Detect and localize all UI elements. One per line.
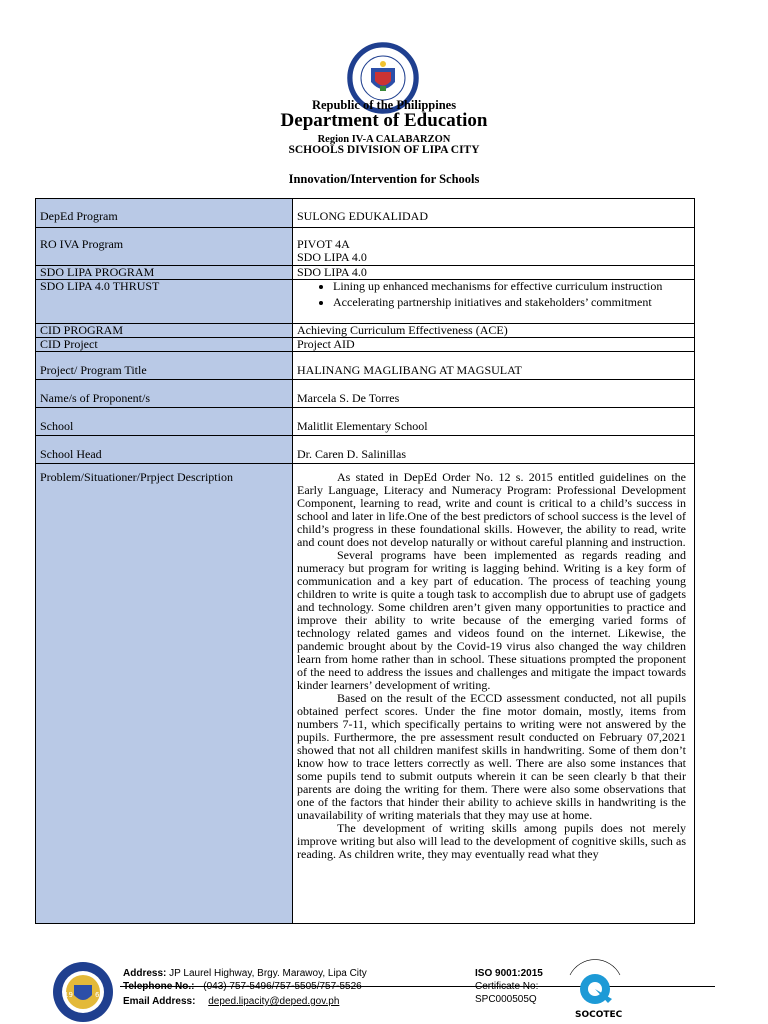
- socotec-wordmark: SOCOTEC: [575, 1010, 623, 1020]
- row-label: CID Project: [36, 338, 293, 352]
- table-row: [36, 324, 695, 338]
- telephone-value: (043) 757-5496/757-5505/757-5526: [203, 981, 362, 992]
- document-title: Innovation/Intervention for Schools: [288, 172, 480, 186]
- row-label: SDO LIPA 4.0 THRUST: [36, 280, 293, 324]
- table-row: [36, 266, 695, 280]
- description-paragraph: As stated in DepEd Order No. 12 s. 2015 entitled guidelines on the Early Language, Literacy and Numeracy Program: Professional Development Component, learning to read, write and count is critical to a child’s success in school and later in life.One of the best predictors of school success is the level of child’s progress in these foundational skills. However, the ability to read, write and count does not develop naturally or without careful planning and instruction.: [297, 471, 686, 549]
- row-value: SDO LIPA 4.0: [293, 266, 695, 280]
- table-row: [36, 228, 695, 266]
- logo-year-right: 63: [95, 991, 104, 999]
- telephone-line: [123, 980, 362, 993]
- footer: [0, 955, 768, 1024]
- table-row: [36, 464, 695, 924]
- row-value: Dr. Caren D. Salinillas: [293, 436, 695, 464]
- description-text: [297, 471, 686, 917]
- table-row: [36, 408, 695, 436]
- table-row: [36, 199, 695, 228]
- table-row: [36, 280, 695, 324]
- email-label: Email Address:: [123, 996, 196, 1007]
- row-label: CID PROGRAM: [36, 324, 293, 338]
- ro-program-line2: SDO LIPA 4.0: [297, 250, 367, 264]
- row-value: Achieving Curriculum Effectiveness (ACE): [293, 324, 695, 338]
- cert-number: SPC000505Q: [475, 994, 537, 1005]
- division-logo: [52, 961, 114, 1023]
- region-heading: Region IV-A CALABARZON: [317, 134, 451, 145]
- email-link[interactable]: deped.lipacity@deped.gov.ph: [208, 996, 340, 1007]
- table-row: [36, 352, 695, 380]
- description-paragraph: Several programs have been implemented as regards reading and numeracy but program for writing is lagging behind. Writing is a key form of communication and a key part of education. The process of teaching young children to write is quite a tough task to accomplish due to abrupt use of gadgets and technology. Some children aren’t given many opportunities to practice and improve their ability to write because of the emerging varied forms of technology related games and videos found on the internet. Likewise, the pandemic brought about by the Covid-19 virus also changed the way children learn from home rather than in school. These situations prompted the proponent of the need to address the issues and challenges and mitigate the impact towards kinder learners’ development of writing.: [297, 548, 686, 692]
- socotec-logo: [560, 955, 630, 1021]
- telephone-label: Telephone No.:: [123, 981, 195, 992]
- iso-text: ISO 9001:2015: [475, 968, 543, 979]
- row-value: [293, 464, 695, 924]
- email-line: [123, 995, 339, 1008]
- row-value: [293, 280, 695, 324]
- row-label: School Head: [36, 436, 293, 464]
- row-label: DepEd Program: [36, 199, 293, 228]
- table-row: [36, 338, 695, 352]
- list-item: • Accelerating partnership initiatives and stakeholders’ commitment: [333, 296, 690, 309]
- row-value: Project AID: [293, 338, 695, 352]
- ro-program-line1: PIVOT 4A: [297, 237, 350, 251]
- thrust-list: [297, 280, 690, 309]
- table-row: [36, 380, 695, 408]
- row-label: Name/s of Proponent/s: [36, 380, 293, 408]
- row-label: SDO LIPA PROGRAM: [36, 266, 293, 280]
- row-value: HALINANG MAGLIBANG AT MAGSULAT: [293, 352, 695, 380]
- department-heading: Department of Education: [280, 110, 488, 131]
- program-table: [35, 198, 695, 924]
- address-value: JP Laurel Highway, Brgy. Marawoy, Lipa City: [169, 968, 367, 979]
- list-item: • Lining up enhanced mechanisms for effective curriculum instruction: [333, 280, 690, 293]
- row-value: [293, 228, 695, 266]
- row-label: RO IVA Program: [36, 228, 293, 266]
- republic-heading: Republic of the Philippines: [311, 98, 457, 112]
- row-value: Marcela S. De Torres: [293, 380, 695, 408]
- address-label: Address:: [123, 968, 167, 979]
- logo-year-left: 19: [64, 991, 73, 999]
- row-label: Problem/Situationer/Prpject Description: [36, 464, 293, 924]
- description-paragraph: The development of writing skills among pupils does not merely improve writing but also will lead to the development of cognitive skills, such as reading. As children write, they may eventually read what they: [297, 821, 686, 861]
- address-line: [123, 967, 367, 980]
- division-heading: SCHOOLS DIVISION OF LIPA CITY: [288, 144, 480, 156]
- table-row: [36, 436, 695, 464]
- description-paragraph: Based on the result of the ECCD assessment conducted, not all pupils obtained perfect scores. Under the fine motor domain, mostly, items from numbers 7-11, which specifically pertains to writing were not answered by the pupils. Furthermore, the pre assessment result conducted on February 07,2021 showed that not all children manifest skills in handwriting. Some of them don’t know how to trace letters correctly as well. There are also some instances that some pupils tend to submit outputs wherein it can be seen clearly b that their parents are doing the writing for them. There were also some observations that one of the factors that hinder their ability to achieve skills in handwriting is the unavailability of writing materials that they may use at home.: [297, 691, 686, 822]
- row-label: School: [36, 408, 293, 436]
- row-value: Malitlit Elementary School: [293, 408, 695, 436]
- cert-label: Certificate No:: [475, 981, 539, 992]
- row-value: SULONG EDUKALIDAD: [293, 199, 695, 228]
- row-label: Project/ Program Title: [36, 352, 293, 380]
